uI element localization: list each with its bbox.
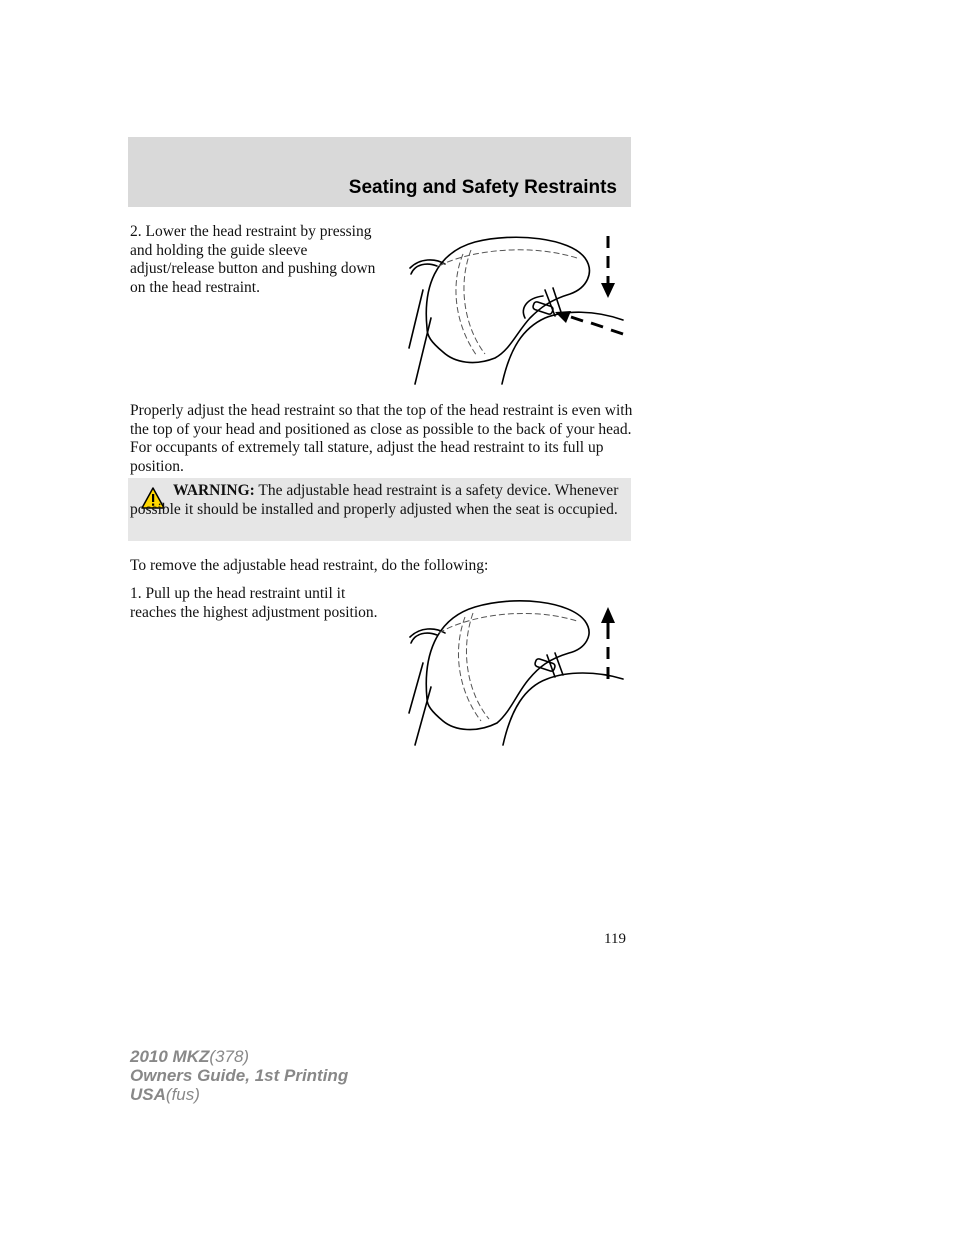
footer-line-3 bbox=[130, 1085, 348, 1104]
arrow-down-icon bbox=[601, 236, 615, 298]
head-restraint-raise-figure bbox=[405, 587, 630, 747]
footer-line-1 bbox=[130, 1047, 348, 1066]
footer-model-code: (378) bbox=[209, 1047, 250, 1066]
footer-market: USA bbox=[130, 1085, 166, 1104]
warning-text-block bbox=[130, 482, 625, 519]
footer-market-code: (fus) bbox=[165, 1085, 200, 1104]
warning-label: WARNING: bbox=[173, 482, 255, 499]
warning-box bbox=[128, 478, 631, 541]
head-restraint-lower-figure bbox=[405, 228, 630, 388]
step-pull-text: 1. Pull up the head restraint until it reaches the highest adjustment position. bbox=[130, 585, 378, 621]
footer-imprint bbox=[130, 1047, 348, 1104]
footer-model: 2010 MKZ bbox=[130, 1047, 210, 1066]
arrow-press-icon bbox=[555, 311, 623, 334]
footer-line-2: Owners Guide, 1st Printing bbox=[130, 1066, 349, 1085]
section-title: Seating and Safety Restraints bbox=[348, 177, 617, 198]
page-number: 119 bbox=[604, 931, 626, 947]
step-lower-text: 2. Lower the head restraint by pressing and holding the guide sleeve adjust/release button and pushing down on the head restraint. bbox=[130, 223, 376, 296]
warning-text: The adjustable head restraint is a safety device. Whenever possible it should be installed and properly adjusted when the seat is occupied. bbox=[130, 482, 619, 518]
section-header bbox=[128, 137, 631, 207]
adjust-paragraph: Properly adjust the head restraint so that the top of the head restraint is even with the top of your head and positioned as close as possible to the back of your head. For occupants of extremely tall stature, adjust the head restraint to its full up position. bbox=[130, 402, 633, 475]
arrow-up-icon bbox=[601, 607, 615, 679]
remove-paragraph: To remove the adjustable head restraint, do the following: bbox=[130, 557, 489, 574]
